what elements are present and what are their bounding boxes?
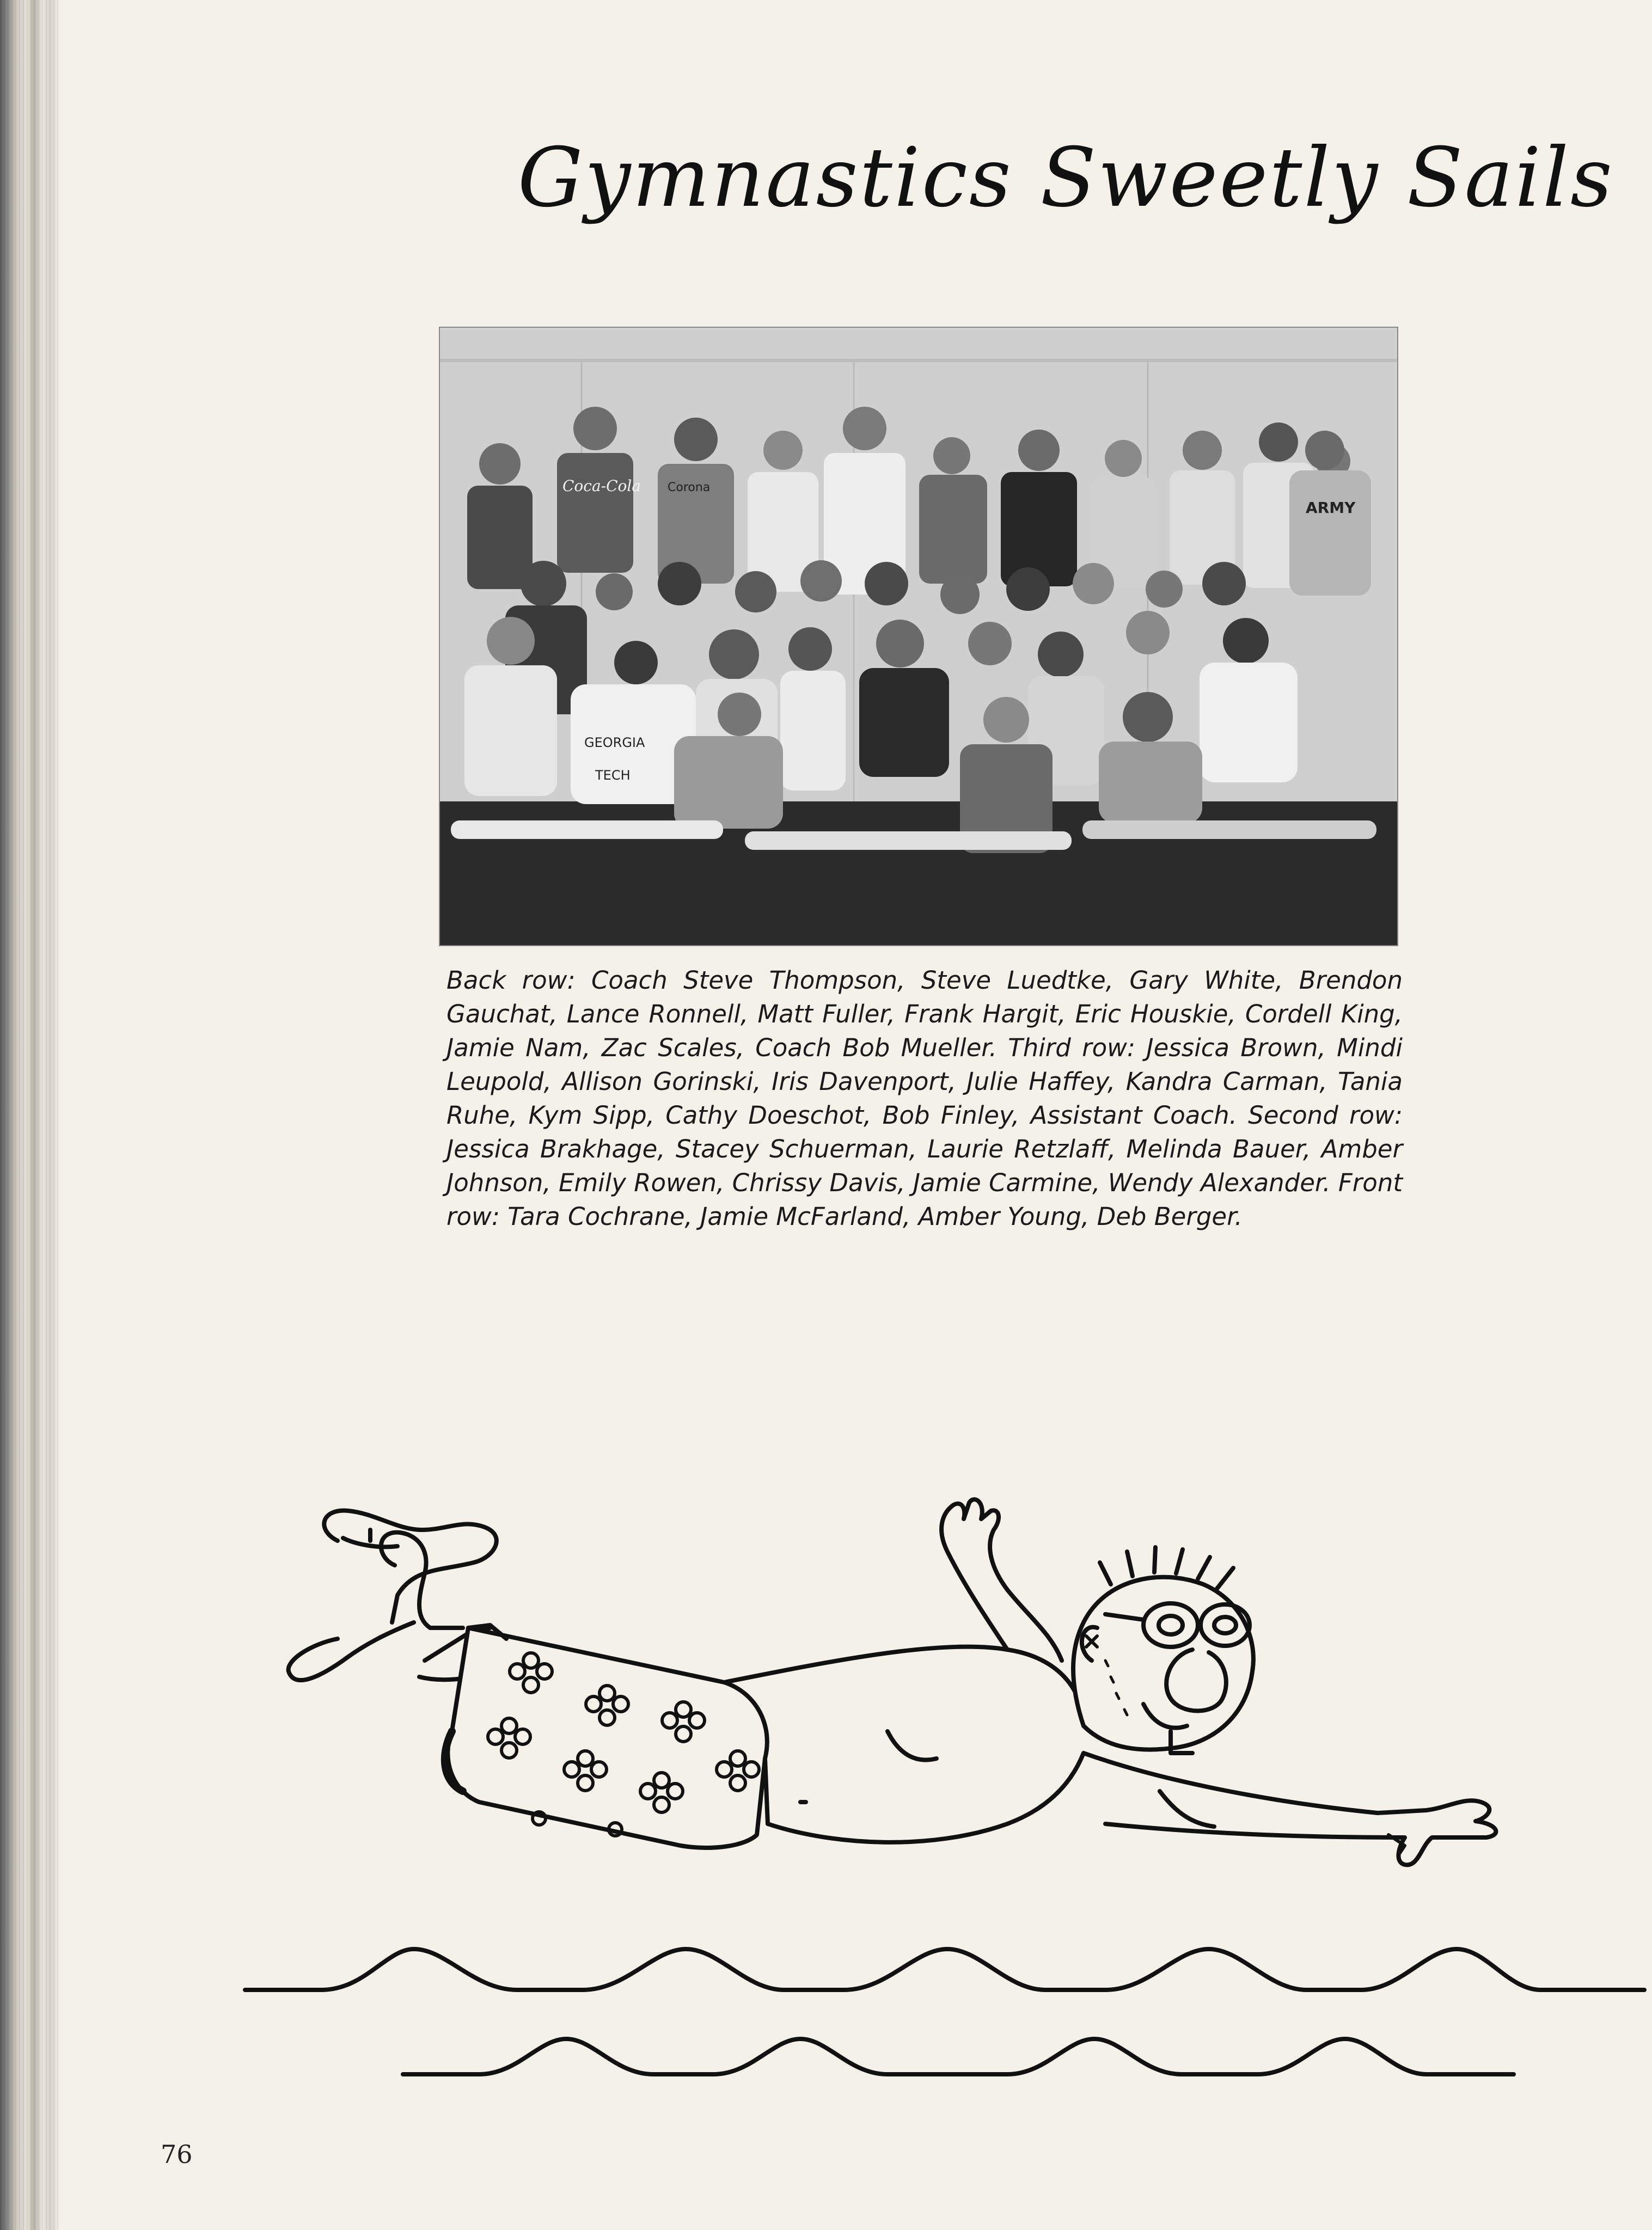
shirt-text-tech: TECH <box>595 768 631 783</box>
photo-caption: Back row: Coach Steve Thompson, Steve Luedtke, Gary White, Brendon Gauchat, Lance Ronnell, Matt Fuller, Frank Hargit, Eric Houskie, Cordell King, Jamie Nam, Zac Scales, Coach Bob Mueller. Third row: Jessica Brown, Mindi Leupold, Allison Gorinski, Iris Davenport, Julie Haffey, Kandra Carman, Tania Ruhe, Kym Sipp, Cathy Doeschot, Bob Finley, Assistant Coach. Second row: Jessica Brakhage, Stacey Schuerman, Laurie Retzlaff, Melinda Bauer, Amber Johnson, Emily Rowen, Chrissy Davis, Jamie Carmine, Wendy Alexander. Front row: Tara Cochrane, Jamie McFarland, Amber Young, Deb Berger. <box>446 966 1403 1231</box>
shirt-text-corona: Corona <box>668 481 711 494</box>
page-edge-texture <box>0 0 60 2230</box>
swimmer-cartoon <box>234 1497 1650 2178</box>
page-number: 76 <box>161 2140 193 2169</box>
shirt-text-army: ARMY <box>1306 499 1356 517</box>
team-photo <box>439 327 1398 946</box>
page-title: Gymnastics Sweetly Sails <box>517 131 1614 225</box>
shirt-text-cola: Coca-Cola <box>562 477 641 495</box>
shirt-text-georgia: GEORGIA <box>584 735 645 750</box>
